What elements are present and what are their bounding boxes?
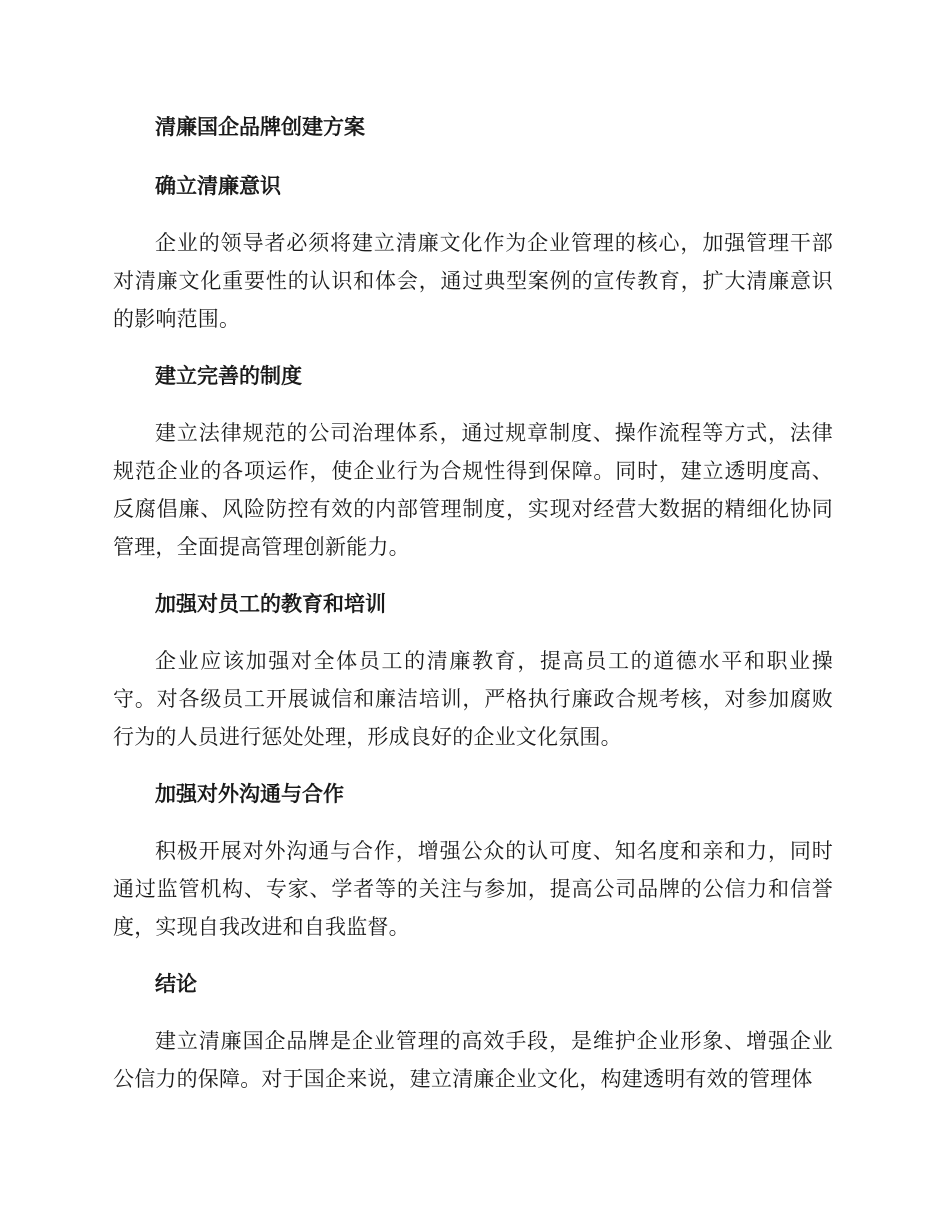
- section-heading-system: 建立完善的制度: [155, 364, 302, 388]
- section-body-conclusion: 建立清廉国企品牌是企业管理的高效手段，是维护企业形象、增强企业公信力的保障。对于国企来说，建立清廉企业文化，构建透明有效的管理体: [113, 1029, 833, 1091]
- document-content: [113, 108, 833, 1117]
- section-body-system: 建立法律规范的公司治理体系，通过规章制度、操作流程等方式，法律规范企业的各项运作，使企业行为合规性得到保障。同时，建立透明度高、反腐倡廉、风险防控有效的内部管理制度，实现对经营大数据的精细化协同管理，全面提高管理创新能力。: [113, 421, 833, 559]
- section-body-awareness: 企业的领导者必须将建立清廉文化作为企业管理的核心，加强管理干部对清廉文化重要性的认识和体会，通过典型案例的宣传教育，扩大清廉意识的影响范围。: [113, 231, 833, 331]
- section-body-training: 企业应该加强对全体员工的清廉教育，提高员工的道德水平和职业操守。对各级员工开展诚信和廉洁培训，严格执行廉政合规考核，对参加腐败行为的人员进行惩处处理，形成良好的企业文化氛围。: [113, 649, 833, 749]
- section-heading-conclusion: 结论: [155, 972, 197, 996]
- section-heading-awareness: 确立清廉意识: [155, 174, 281, 198]
- section-body-communication: 积极开展对外沟通与合作，增强公众的认可度、知名度和亲和力，同时通过监管机构、专家、学者等的关注与参加，提高公司品牌的公信力和信誉度，实现自我改进和自我监督。: [113, 839, 833, 939]
- section-heading-communication: 加强对外沟通与合作: [155, 782, 344, 806]
- section-heading-training: 加强对员工的教育和培训: [155, 592, 386, 616]
- document-title: 清廉国企品牌创建方案: [155, 115, 365, 139]
